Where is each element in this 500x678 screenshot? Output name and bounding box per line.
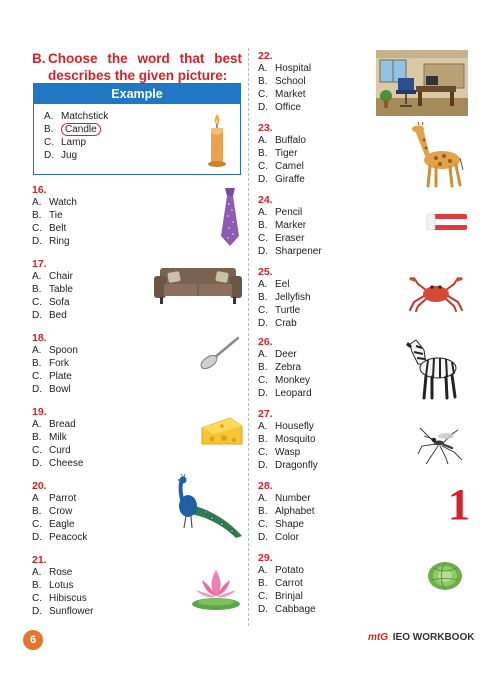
option-c[interactable]: C. Plate	[32, 371, 72, 382]
question-26	[258, 336, 312, 400]
option-a[interactable]: A. Pencil	[258, 207, 303, 218]
example-options	[44, 110, 108, 162]
page-number-badge: 6	[23, 630, 43, 650]
option-c[interactable]: C. Belt	[32, 223, 67, 234]
example-option-a: A. Matchstick	[44, 111, 109, 122]
option-c[interactable]: C. Brinjal	[258, 591, 303, 602]
option-b[interactable]: B. Marker	[258, 220, 307, 231]
question-29	[258, 552, 316, 616]
option-a[interactable]: A. Deer	[258, 349, 297, 360]
option-d[interactable]: D. Giraffe	[258, 174, 305, 185]
question-24	[258, 194, 322, 258]
option-c[interactable]: C. Eraser	[258, 233, 305, 244]
option-c[interactable]: C. Hibiscus	[32, 593, 87, 604]
option-b[interactable]: B. Lotus	[32, 580, 74, 591]
option-d[interactable]: D. Ring	[32, 236, 70, 247]
option-c[interactable]: C. Monkey	[258, 375, 311, 386]
spoon-icon	[198, 334, 244, 370]
office-icon	[376, 50, 468, 116]
question-number: 18.	[32, 332, 47, 344]
option-b[interactable]: B. Carrot	[258, 578, 303, 589]
option-b[interactable]: B. Tie	[32, 210, 63, 221]
zebra-icon	[404, 336, 460, 400]
option-a[interactable]: A. Hospital	[258, 63, 312, 74]
question-27	[258, 408, 318, 472]
option-b[interactable]: B. Tiger	[258, 148, 298, 159]
option-c[interactable]: C. Shape	[258, 519, 304, 530]
correct-answer-circle: Candle	[61, 123, 101, 136]
option-d[interactable]: D. Dragonfly	[258, 460, 318, 471]
question-number: 27.	[258, 408, 273, 420]
option-d[interactable]: D. Bed	[32, 310, 67, 321]
option-b[interactable]: B. Milk	[32, 432, 67, 443]
option-d[interactable]: D. Bowl	[32, 384, 71, 395]
question-number: 29.	[258, 552, 273, 564]
option-d[interactable]: D. Cabbage	[258, 604, 316, 615]
giraffe-icon	[406, 122, 464, 188]
sofa-icon	[152, 264, 244, 306]
question-18	[32, 332, 78, 396]
cheese-icon	[200, 414, 244, 450]
question-21	[32, 554, 93, 618]
option-c[interactable]: C. Sofa	[32, 297, 70, 308]
column-divider	[248, 48, 249, 626]
section-instruction	[32, 50, 242, 84]
example-box	[33, 83, 241, 175]
peacock-icon	[166, 474, 244, 540]
option-c[interactable]: C. Camel	[258, 161, 304, 172]
question-number: 24.	[258, 194, 273, 206]
question-28	[258, 480, 314, 544]
option-d[interactable]: D. Sharpener	[258, 246, 322, 257]
option-c[interactable]: C. Curd	[32, 445, 71, 456]
mosquito-icon	[416, 424, 464, 464]
section-letter: B.	[32, 51, 46, 66]
crab-icon	[404, 276, 468, 312]
option-a[interactable]: A. Watch	[32, 197, 77, 208]
option-b[interactable]: B. School	[258, 76, 306, 87]
option-b[interactable]: B. Alphabet	[258, 506, 315, 517]
option-d[interactable]: D. Peacock	[32, 532, 88, 543]
option-a[interactable]: A. Rose	[32, 567, 73, 578]
option-b[interactable]: B. Jellyfish	[258, 292, 311, 303]
option-c[interactable]: C. Market	[258, 89, 306, 100]
workbook-title: IEO WORKBOOK	[392, 632, 475, 643]
question-17	[32, 258, 73, 322]
option-a[interactable]: A. Housefly	[258, 421, 314, 432]
footer-brand	[368, 632, 474, 643]
question-number: 20.	[32, 480, 47, 492]
tie-icon	[216, 186, 244, 248]
question-20	[32, 480, 87, 544]
cabbage-icon	[426, 558, 464, 592]
example-option-d: D. Jug	[44, 150, 78, 161]
question-19	[32, 406, 83, 470]
option-c[interactable]: C. Eagle	[32, 519, 75, 530]
question-16	[32, 184, 77, 248]
option-a[interactable]: A Parrot	[32, 493, 77, 504]
option-d[interactable]: D. Cheese	[32, 458, 84, 469]
option-b[interactable]: B. Fork	[32, 358, 69, 369]
question-22	[258, 50, 311, 114]
option-c[interactable]: C. Turtle	[258, 305, 301, 316]
option-b[interactable]: B. Mosquito	[258, 434, 316, 445]
option-d[interactable]: D. Leopard	[258, 388, 312, 399]
question-number: 26.	[258, 336, 273, 348]
option-c[interactable]: C. Wasp	[258, 447, 301, 458]
option-b[interactable]: B. Crow	[32, 506, 73, 517]
candle-icon	[206, 112, 228, 168]
option-d[interactable]: D. Office	[258, 102, 301, 113]
question-number: 17.	[32, 258, 47, 270]
number-one-icon: 1	[448, 480, 470, 529]
lotus-icon	[188, 566, 244, 612]
example-option-b: B. Candle	[44, 123, 108, 136]
option-a[interactable]: A. Bread	[32, 419, 76, 430]
question-number: 25.	[258, 266, 273, 278]
option-b[interactable]: B. Zebra	[258, 362, 302, 373]
question-number: 21.	[32, 554, 47, 566]
option-a[interactable]: A. Chair	[32, 271, 73, 282]
question-number: 22.	[258, 50, 273, 62]
option-a[interactable]: A. Potato	[258, 565, 304, 576]
brand-logo: mtG	[368, 632, 388, 643]
question-number: 23.	[258, 122, 273, 134]
option-a[interactable]: A. Eel	[258, 279, 290, 290]
question-number: 28.	[258, 480, 273, 492]
eraser-icon	[426, 212, 468, 232]
example-title: Example	[34, 84, 240, 104]
option-a[interactable]: A. Number	[258, 493, 311, 504]
question-25	[258, 266, 311, 330]
option-d[interactable]: D. Sunflower	[32, 606, 94, 617]
question-23	[258, 122, 306, 186]
example-option-c: C. Lamp	[44, 137, 87, 148]
option-b[interactable]: B. Table	[32, 284, 73, 295]
option-a[interactable]: A. Spoon	[32, 345, 78, 356]
option-d[interactable]: D. Color	[258, 532, 299, 543]
section-instruction-text: Choose the word that best describes the given picture:	[48, 51, 242, 83]
option-d[interactable]: D. Crab	[258, 318, 297, 329]
option-a[interactable]: A. Buffalo	[258, 135, 306, 146]
question-number: 19.	[32, 406, 47, 418]
question-number: 16.	[32, 184, 47, 196]
